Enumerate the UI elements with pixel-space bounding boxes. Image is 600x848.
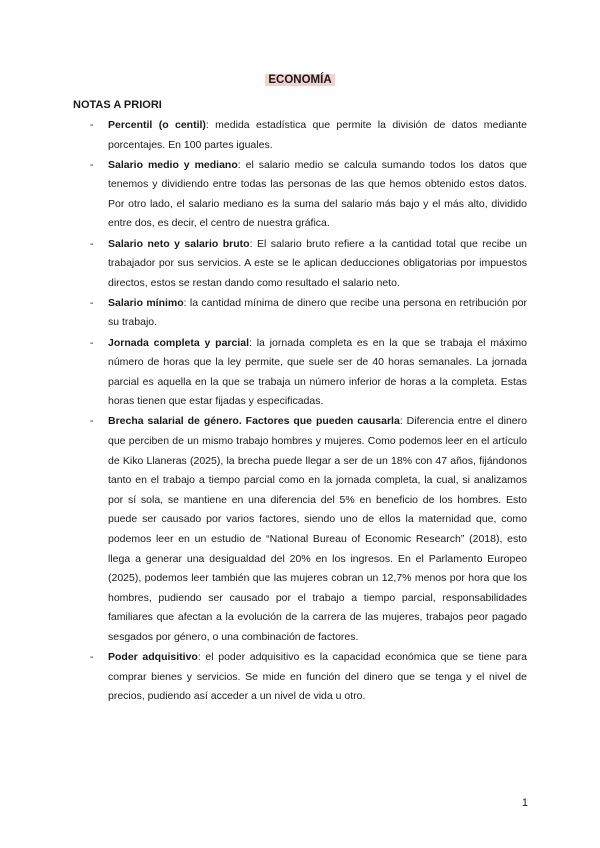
note-item xyxy=(90,116,527,155)
note-term: Salario mínimo xyxy=(108,296,184,309)
bullet-dash: - xyxy=(90,651,94,664)
note-text: : El salario bruto refiere a la cantidad total que recibe un trabajador por sus servicios. A este se le aplican deducciones obligatorias por impuestos directos, estos se restan dando como resultado el salario neto. xyxy=(108,237,527,289)
note-text: : la jornada completa es en la que se trabaja el máximo número de horas que la ley permite, que suele ser de 40 horas semanales. La jornada parcial es aquella en la que se trabaja un número inferior de horas a la completa. Estas horas tienen que estar fijadas y especificadas. xyxy=(108,336,527,408)
note-item xyxy=(90,294,527,333)
note-item xyxy=(90,648,527,707)
note-term: Jornada completa y parcial xyxy=(108,336,250,349)
note-text: : medida estadística que permite la división de datos mediante porcentajes. En 100 partes iguales. xyxy=(108,119,527,151)
notes-list xyxy=(90,116,527,707)
note-text: : el poder adquisitivo es la capacidad económica que se tiene para comprar bienes y servicios. Se mide en función del dinero que se tenga y el nivel de precios, pudiendo así acceder a un nivel de vida u otro. xyxy=(108,651,527,703)
note-item xyxy=(90,235,527,294)
note-text: : el salario medio se calcula sumando todos los datos que tenemos y dividiendo entre todas las personas de las que hemos obtenido estos datos. Por otro lado, el salario mediano es la suma del salario más bajo y el más alto, dividido entre dos, es decir, el centro de nuestra gráfica. xyxy=(108,158,528,230)
note-term: Percentil (o centil) xyxy=(108,119,206,131)
bullet-dash: - xyxy=(90,415,94,428)
document-title xyxy=(0,72,600,88)
note-term: Brecha salarial de género. Factores que pueden causarla xyxy=(108,415,400,428)
note-item xyxy=(90,412,527,647)
bullet-dash: - xyxy=(90,296,94,309)
note-term: Salario medio y mediano xyxy=(108,158,238,171)
note-item xyxy=(90,334,527,412)
note-term: Salario neto y salario bruto xyxy=(108,237,250,250)
note-item xyxy=(90,156,527,234)
document-title-text: ECONOMÍA xyxy=(265,74,334,86)
bullet-dash: - xyxy=(90,119,94,131)
section-heading: NOTAS A PRIORI xyxy=(73,99,162,111)
page-number: 1 xyxy=(521,797,528,809)
note-text: : la cantidad mínima de dinero que recibe una persona en retribución por su trabajo. xyxy=(108,296,527,329)
note-term: Poder adquisitivo xyxy=(108,651,198,664)
note-text: : Diferencia entre el dinero que perciben de un mismo trabajo hombres y mujeres. Como podemos leer en el artículo de Kiko Llaneras (2025), la brecha puede llegar a ser de un 18% con 47 años, fijándonos tanto en el trabajo a tiempo parcial como en la jornada completa, la cual, si analizamos por sí sola, se mantiene en una diferencia del 5% en beneficio de los hombres. Esto puede ser causado por varios factores, siendo uno de ellos la maternidad que, como podemos leer en un estudio de “National Bureau of Economic Research” (2018), esto llega a generar una desigualdad del 20% en los ingresos. En el Parlamento Europeo (2025), podemos leer también que las mujeres cobran un 12,7% menos por hora que los hombres, pudiendo ser causado por el trabajo a tiempo parcial, responsabilidades familiares que afectan a la evolución de la carrera de las mujeres, trabajos peor pagado sesgados por género, o una combinación de factores. xyxy=(108,415,527,643)
bullet-dash: - xyxy=(90,237,94,250)
bullet-dash: - xyxy=(90,158,94,171)
bullet-dash: - xyxy=(90,336,94,349)
